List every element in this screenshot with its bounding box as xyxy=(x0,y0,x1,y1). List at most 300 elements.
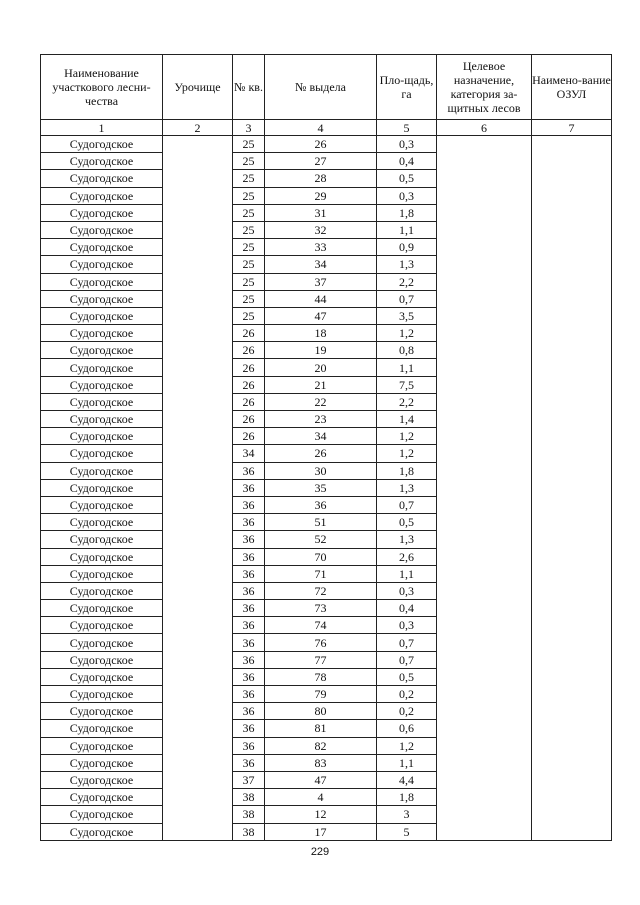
cell-purpose xyxy=(437,393,532,410)
cell-forestry: Судогодское xyxy=(41,823,163,840)
header-plot: № выдела xyxy=(265,55,377,120)
cell-forestry: Судогодское xyxy=(41,737,163,754)
table-row xyxy=(41,703,612,720)
cell-area: 2,2 xyxy=(377,273,437,290)
cell-quarter: 36 xyxy=(233,514,265,531)
cell-plot: 29 xyxy=(265,187,377,204)
cell-tract xyxy=(163,445,233,462)
cell-plot: 4 xyxy=(265,789,377,806)
cell-plot: 35 xyxy=(265,479,377,496)
cell-tract xyxy=(163,600,233,617)
cell-plot: 31 xyxy=(265,204,377,221)
table-row xyxy=(41,307,612,324)
cell-ozul xyxy=(532,221,612,238)
cell-tract xyxy=(163,170,233,187)
cell-forestry: Судогодское xyxy=(41,703,163,720)
cell-tract xyxy=(163,565,233,582)
table-row xyxy=(41,221,612,238)
cell-ozul xyxy=(532,290,612,307)
cell-quarter: 25 xyxy=(233,256,265,273)
header-forestry: Наименование участкового лесни-чества xyxy=(41,55,163,120)
cell-purpose xyxy=(437,496,532,513)
cell-forestry: Судогодское xyxy=(41,582,163,599)
cell-quarter: 36 xyxy=(233,582,265,599)
cell-purpose xyxy=(437,479,532,496)
cell-forestry: Судогодское xyxy=(41,634,163,651)
cell-quarter: 36 xyxy=(233,686,265,703)
header-purpose: Целевое назначение, категория за-щитных лесов xyxy=(437,55,532,120)
cell-area: 0,6 xyxy=(377,720,437,737)
cell-plot: 12 xyxy=(265,806,377,823)
cell-quarter: 38 xyxy=(233,806,265,823)
cell-purpose xyxy=(437,806,532,823)
table-row xyxy=(41,342,612,359)
cell-quarter: 37 xyxy=(233,771,265,788)
cell-area: 0,7 xyxy=(377,496,437,513)
cell-tract xyxy=(163,393,233,410)
cell-tract xyxy=(163,582,233,599)
cell-quarter: 36 xyxy=(233,531,265,548)
cell-plot: 30 xyxy=(265,462,377,479)
cell-quarter: 25 xyxy=(233,273,265,290)
cell-forestry: Судогодское xyxy=(41,617,163,634)
cell-area: 0,2 xyxy=(377,703,437,720)
cell-plot: 19 xyxy=(265,342,377,359)
cell-area: 0,2 xyxy=(377,686,437,703)
table-row xyxy=(41,651,612,668)
cell-plot: 80 xyxy=(265,703,377,720)
cell-forestry: Судогодское xyxy=(41,531,163,548)
cell-ozul xyxy=(532,789,612,806)
cell-area: 0,7 xyxy=(377,651,437,668)
cell-tract xyxy=(163,307,233,324)
cell-purpose xyxy=(437,634,532,651)
cell-purpose xyxy=(437,170,532,187)
table-row xyxy=(41,445,612,462)
cell-area: 0,7 xyxy=(377,290,437,307)
cell-area: 3 xyxy=(377,806,437,823)
cell-plot: 74 xyxy=(265,617,377,634)
table-row xyxy=(41,136,612,153)
cell-forestry: Судогодское xyxy=(41,514,163,531)
table-row xyxy=(41,462,612,479)
cell-ozul xyxy=(532,239,612,256)
cell-ozul xyxy=(532,204,612,221)
cell-quarter: 38 xyxy=(233,789,265,806)
cell-purpose xyxy=(437,686,532,703)
header-area: Пло-щадь, га xyxy=(377,55,437,120)
cell-area: 1,2 xyxy=(377,737,437,754)
cell-quarter: 36 xyxy=(233,703,265,720)
table-row xyxy=(41,771,612,788)
cell-purpose xyxy=(437,771,532,788)
cell-purpose xyxy=(437,582,532,599)
cell-purpose xyxy=(437,136,532,153)
table-row xyxy=(41,668,612,685)
cell-plot: 71 xyxy=(265,565,377,582)
cell-ozul xyxy=(532,153,612,170)
cell-tract xyxy=(163,359,233,376)
cell-forestry: Судогодское xyxy=(41,445,163,462)
cell-ozul xyxy=(532,496,612,513)
cell-ozul xyxy=(532,548,612,565)
cell-tract xyxy=(163,221,233,238)
cell-ozul xyxy=(532,531,612,548)
table-row xyxy=(41,393,612,410)
cell-area: 2,2 xyxy=(377,393,437,410)
cell-forestry: Судогодское xyxy=(41,789,163,806)
header-ozul: Наимено-вание ОЗУЛ xyxy=(532,55,612,120)
cell-quarter: 36 xyxy=(233,720,265,737)
cell-quarter: 25 xyxy=(233,290,265,307)
cell-area: 3,5 xyxy=(377,307,437,324)
cell-quarter: 25 xyxy=(233,239,265,256)
cell-area: 0,5 xyxy=(377,514,437,531)
cell-purpose xyxy=(437,307,532,324)
cell-tract xyxy=(163,720,233,737)
cell-plot: 20 xyxy=(265,359,377,376)
cell-area: 0,5 xyxy=(377,668,437,685)
cell-ozul xyxy=(532,376,612,393)
cell-purpose xyxy=(437,600,532,617)
cell-forestry: Судогодское xyxy=(41,720,163,737)
cell-tract xyxy=(163,239,233,256)
table-row xyxy=(41,290,612,307)
cell-purpose xyxy=(437,239,532,256)
cell-ozul xyxy=(532,771,612,788)
cell-area: 0,4 xyxy=(377,153,437,170)
column-number: 1 xyxy=(41,120,163,136)
cell-area: 1,4 xyxy=(377,411,437,428)
cell-forestry: Судогодское xyxy=(41,221,163,238)
cell-tract xyxy=(163,548,233,565)
table-row xyxy=(41,531,612,548)
cell-purpose xyxy=(437,617,532,634)
cell-purpose xyxy=(437,737,532,754)
cell-quarter: 36 xyxy=(233,634,265,651)
cell-plot: 22 xyxy=(265,393,377,410)
cell-ozul xyxy=(532,359,612,376)
cell-ozul xyxy=(532,634,612,651)
cell-quarter: 36 xyxy=(233,479,265,496)
cell-ozul xyxy=(532,582,612,599)
cell-tract xyxy=(163,771,233,788)
cell-purpose xyxy=(437,445,532,462)
cell-forestry: Судогодское xyxy=(41,668,163,685)
cell-plot: 70 xyxy=(265,548,377,565)
cell-area: 1,2 xyxy=(377,445,437,462)
column-number: 3 xyxy=(233,120,265,136)
cell-tract xyxy=(163,256,233,273)
cell-area: 4,4 xyxy=(377,771,437,788)
table-row xyxy=(41,187,612,204)
table-row xyxy=(41,325,612,342)
cell-forestry: Судогодское xyxy=(41,806,163,823)
column-number: 2 xyxy=(163,120,233,136)
cell-forestry: Судогодское xyxy=(41,771,163,788)
cell-ozul xyxy=(532,754,612,771)
cell-purpose xyxy=(437,428,532,445)
cell-forestry: Судогодское xyxy=(41,428,163,445)
cell-tract xyxy=(163,806,233,823)
cell-plot: 47 xyxy=(265,771,377,788)
header-quarter: № кв. xyxy=(233,55,265,120)
cell-forestry: Судогодское xyxy=(41,548,163,565)
cell-quarter: 36 xyxy=(233,548,265,565)
cell-forestry: Судогодское xyxy=(41,359,163,376)
cell-tract xyxy=(163,617,233,634)
cell-purpose xyxy=(437,531,532,548)
cell-quarter: 26 xyxy=(233,428,265,445)
cell-quarter: 25 xyxy=(233,153,265,170)
cell-tract xyxy=(163,411,233,428)
cell-purpose xyxy=(437,548,532,565)
cell-purpose xyxy=(437,359,532,376)
cell-area: 0,8 xyxy=(377,342,437,359)
cell-forestry: Судогодское xyxy=(41,496,163,513)
cell-ozul xyxy=(532,703,612,720)
table-row xyxy=(41,204,612,221)
cell-forestry: Судогодское xyxy=(41,754,163,771)
table-row xyxy=(41,754,612,771)
cell-purpose xyxy=(437,221,532,238)
cell-ozul xyxy=(532,342,612,359)
cell-ozul xyxy=(532,651,612,668)
cell-area: 1,1 xyxy=(377,565,437,582)
cell-plot: 47 xyxy=(265,307,377,324)
cell-purpose xyxy=(437,789,532,806)
cell-quarter: 34 xyxy=(233,445,265,462)
cell-forestry: Судогодское xyxy=(41,307,163,324)
column-number: 5 xyxy=(377,120,437,136)
cell-forestry: Судогодское xyxy=(41,239,163,256)
cell-forestry: Судогодское xyxy=(41,290,163,307)
cell-tract xyxy=(163,737,233,754)
cell-plot: 23 xyxy=(265,411,377,428)
cell-area: 1,8 xyxy=(377,462,437,479)
cell-area: 0,3 xyxy=(377,187,437,204)
cell-area: 0,3 xyxy=(377,582,437,599)
cell-ozul xyxy=(532,187,612,204)
cell-plot: 37 xyxy=(265,273,377,290)
cell-forestry: Судогодское xyxy=(41,342,163,359)
cell-purpose xyxy=(437,290,532,307)
table-row xyxy=(41,376,612,393)
table-row xyxy=(41,548,612,565)
cell-area: 1,8 xyxy=(377,204,437,221)
cell-ozul xyxy=(532,428,612,445)
cell-area: 1,1 xyxy=(377,221,437,238)
cell-area: 1,1 xyxy=(377,754,437,771)
cell-area: 0,7 xyxy=(377,634,437,651)
table-row xyxy=(41,789,612,806)
table-row xyxy=(41,479,612,496)
cell-area: 0,3 xyxy=(377,136,437,153)
table-row xyxy=(41,720,612,737)
cell-purpose xyxy=(437,720,532,737)
cell-tract xyxy=(163,273,233,290)
cell-forestry: Судогодское xyxy=(41,376,163,393)
cell-quarter: 36 xyxy=(233,462,265,479)
cell-plot: 32 xyxy=(265,221,377,238)
table-row xyxy=(41,634,612,651)
table-row xyxy=(41,256,612,273)
cell-purpose xyxy=(437,565,532,582)
cell-forestry: Судогодское xyxy=(41,651,163,668)
cell-ozul xyxy=(532,600,612,617)
cell-tract xyxy=(163,342,233,359)
column-number: 7 xyxy=(532,120,612,136)
cell-tract xyxy=(163,290,233,307)
cell-plot: 76 xyxy=(265,634,377,651)
cell-forestry: Судогодское xyxy=(41,393,163,410)
cell-ozul xyxy=(532,514,612,531)
cell-area: 1,2 xyxy=(377,428,437,445)
cell-tract xyxy=(163,668,233,685)
cell-purpose xyxy=(437,651,532,668)
cell-quarter: 25 xyxy=(233,204,265,221)
cell-quarter: 36 xyxy=(233,496,265,513)
cell-quarter: 36 xyxy=(233,617,265,634)
cell-quarter: 36 xyxy=(233,600,265,617)
cell-forestry: Судогодское xyxy=(41,204,163,221)
cell-quarter: 25 xyxy=(233,187,265,204)
cell-forestry: Судогодское xyxy=(41,136,163,153)
table-row xyxy=(41,686,612,703)
cell-tract xyxy=(163,514,233,531)
column-number: 4 xyxy=(265,120,377,136)
cell-tract xyxy=(163,153,233,170)
cell-ozul xyxy=(532,256,612,273)
cell-forestry: Судогодское xyxy=(41,256,163,273)
cell-area: 1,8 xyxy=(377,789,437,806)
table-row xyxy=(41,428,612,445)
cell-tract xyxy=(163,204,233,221)
cell-quarter: 36 xyxy=(233,754,265,771)
cell-plot: 18 xyxy=(265,325,377,342)
cell-ozul xyxy=(532,307,612,324)
table-row xyxy=(41,239,612,256)
cell-purpose xyxy=(437,462,532,479)
cell-plot: 44 xyxy=(265,290,377,307)
cell-plot: 27 xyxy=(265,153,377,170)
cell-ozul xyxy=(532,462,612,479)
cell-purpose xyxy=(437,256,532,273)
cell-purpose xyxy=(437,325,532,342)
table-row xyxy=(41,273,612,290)
cell-purpose xyxy=(437,668,532,685)
cell-area: 0,5 xyxy=(377,170,437,187)
cell-plot: 34 xyxy=(265,256,377,273)
cell-plot: 81 xyxy=(265,720,377,737)
cell-ozul xyxy=(532,686,612,703)
cell-ozul xyxy=(532,737,612,754)
cell-plot: 33 xyxy=(265,239,377,256)
cell-forestry: Судогодское xyxy=(41,479,163,496)
cell-forestry: Судогодское xyxy=(41,153,163,170)
cell-ozul xyxy=(532,393,612,410)
cell-forestry: Судогодское xyxy=(41,462,163,479)
cell-purpose xyxy=(437,273,532,290)
cell-area: 1,3 xyxy=(377,479,437,496)
cell-forestry: Судогодское xyxy=(41,411,163,428)
cell-forestry: Судогодское xyxy=(41,325,163,342)
cell-plot: 21 xyxy=(265,376,377,393)
cell-area: 0,3 xyxy=(377,617,437,634)
cell-quarter: 36 xyxy=(233,668,265,685)
table-row xyxy=(41,737,612,754)
cell-quarter: 38 xyxy=(233,823,265,840)
cell-purpose xyxy=(437,376,532,393)
table-body xyxy=(41,136,612,841)
cell-quarter: 26 xyxy=(233,342,265,359)
cell-quarter: 25 xyxy=(233,221,265,238)
page-number: 229 xyxy=(310,846,330,858)
table-row xyxy=(41,170,612,187)
cell-purpose xyxy=(437,754,532,771)
cell-quarter: 26 xyxy=(233,359,265,376)
cell-ozul xyxy=(532,170,612,187)
cell-area: 1,2 xyxy=(377,325,437,342)
table-row xyxy=(41,153,612,170)
cell-plot: 36 xyxy=(265,496,377,513)
cell-plot: 77 xyxy=(265,651,377,668)
cell-quarter: 36 xyxy=(233,737,265,754)
cell-purpose xyxy=(437,703,532,720)
cell-ozul xyxy=(532,136,612,153)
cell-ozul xyxy=(532,668,612,685)
column-number-row xyxy=(41,120,612,136)
cell-purpose xyxy=(437,204,532,221)
cell-plot: 26 xyxy=(265,445,377,462)
cell-plot: 82 xyxy=(265,737,377,754)
cell-purpose xyxy=(437,153,532,170)
cell-tract xyxy=(163,376,233,393)
cell-ozul xyxy=(532,445,612,462)
cell-quarter: 36 xyxy=(233,565,265,582)
table-header-row xyxy=(41,55,612,120)
table-row xyxy=(41,359,612,376)
cell-quarter: 26 xyxy=(233,376,265,393)
column-number: 6 xyxy=(437,120,532,136)
cell-forestry: Судогодское xyxy=(41,565,163,582)
cell-forestry: Судогодское xyxy=(41,600,163,617)
cell-plot: 79 xyxy=(265,686,377,703)
table-row xyxy=(41,496,612,513)
cell-plot: 28 xyxy=(265,170,377,187)
cell-tract xyxy=(163,823,233,840)
cell-area: 0,4 xyxy=(377,600,437,617)
cell-ozul xyxy=(532,273,612,290)
cell-plot: 17 xyxy=(265,823,377,840)
table-row xyxy=(41,582,612,599)
cell-tract xyxy=(163,479,233,496)
cell-forestry: Судогодское xyxy=(41,187,163,204)
cell-area: 1,3 xyxy=(377,531,437,548)
cell-tract xyxy=(163,187,233,204)
cell-ozul xyxy=(532,720,612,737)
cell-area: 0,9 xyxy=(377,239,437,256)
cell-plot: 26 xyxy=(265,136,377,153)
cell-tract xyxy=(163,496,233,513)
cell-quarter: 25 xyxy=(233,170,265,187)
cell-plot: 34 xyxy=(265,428,377,445)
cell-area: 2,6 xyxy=(377,548,437,565)
table-row xyxy=(41,823,612,840)
cell-tract xyxy=(163,634,233,651)
cell-quarter: 26 xyxy=(233,325,265,342)
table-row xyxy=(41,600,612,617)
